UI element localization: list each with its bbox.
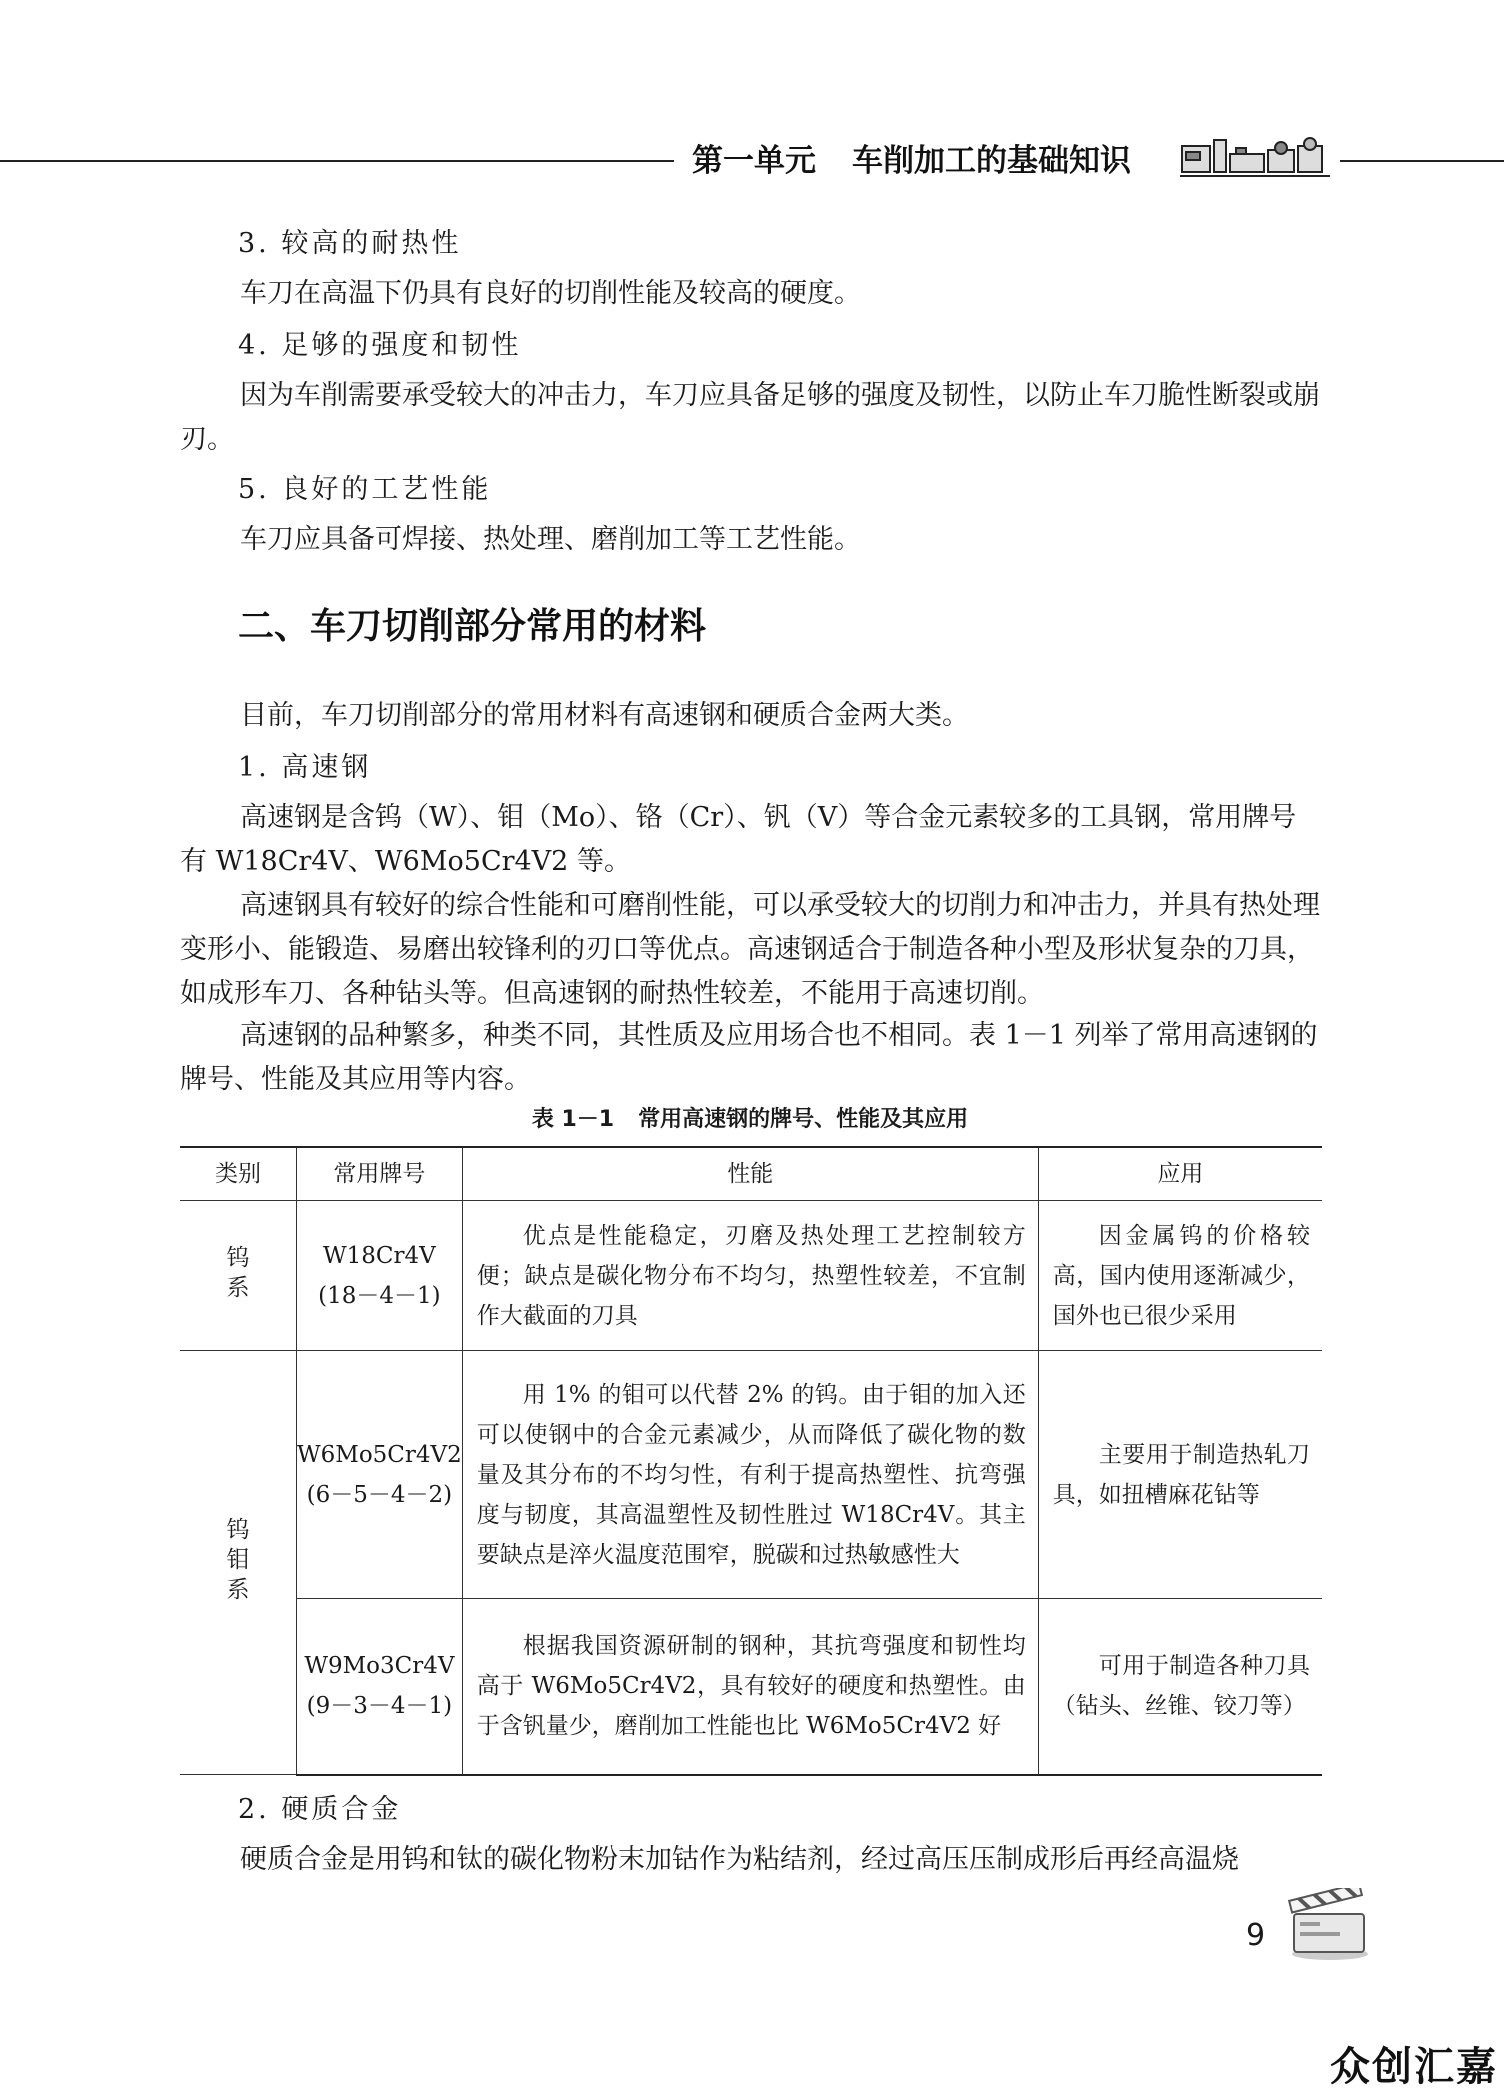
paragraph: 高速钢具有较好的综合性能和可磨削性能，可以承受较大的切削力和冲击力，并具有热处理变形小、能锻造、易磨出较锋利的刃口等优点。高速钢适合于制造各种小型及形状复杂的刀具，如成形车刀、各种钻头等。但高速钢的耐热性较差，不能用于高速切削。 <box>180 890 1320 1009</box>
paragraph: 目前，车刀切削部分的常用材料有高速钢和硬质合金两大类。 <box>240 700 969 731</box>
table-header-row <box>180 1147 1322 1201</box>
table-row <box>180 1599 1322 1775</box>
category-cell <box>180 1351 297 1775</box>
grade-code: (18－4－1) <box>318 1282 441 1309</box>
running-header <box>692 136 1131 186</box>
subheading-process-performance: 5. 良好的工艺性能 <box>238 474 492 505</box>
performance-cell: 用 1% 的钼可以代替 2% 的钨。由于钼的加入还可以使钢中的合金元素减少，从而降低了碳化物的数量及其分布的不均匀性，有利于提高热塑性、抗弯强度与韧度，其高温塑性及韧性胜过 W18Cr4V。其主要缺点是淬火温度范围窄，脱碳和过热敏感性大 <box>462 1351 1038 1599</box>
application-cell: 可用于制造各种刀具（钻头、丝锥、铰刀等） <box>1038 1599 1322 1775</box>
grade-name: W9Mo3Cr4V <box>304 1653 455 1680</box>
paragraph: 车刀在高温下仍具有良好的切削性能及较高的硬度。 <box>240 278 861 309</box>
table-caption-text: 常用高速钢的牌号、性能及其应用 <box>638 1107 969 1132</box>
category-label: 钨钼系 <box>226 1517 250 1603</box>
grade-cell <box>297 1599 463 1775</box>
subheading-high-speed-steel: 1. 高速钢 <box>238 752 372 783</box>
grade-name: W6Mo5Cr4V2 <box>297 1441 462 1468</box>
grade-code: (6－5－4－2) <box>306 1481 453 1508</box>
clapperboard-icon <box>1286 1888 1370 1962</box>
grade-name: W18Cr4V <box>323 1242 436 1269</box>
column-header: 类别 <box>180 1147 297 1201</box>
section-heading: 二、车刀切削部分常用的材料 <box>238 606 707 647</box>
subheading-heat-resistance: 3. 较高的耐热性 <box>238 228 462 259</box>
table-number: 表 1－1 <box>531 1107 615 1132</box>
category-cell <box>180 1201 297 1351</box>
header-unit: 第一单元 <box>692 143 816 179</box>
application-cell: 因金属钨的价格较高，国内使用逐渐减少，国外也已很少采用 <box>1038 1201 1322 1351</box>
machine-tools-icon <box>1180 136 1340 180</box>
grade-code: (9－3－4－1) <box>306 1693 453 1720</box>
paragraph: 高速钢是含钨（W）、钼（Mo）、铬（Cr）、钒（V）等合金元素较多的工具钢，常用牌号有 W18Cr4V、W6Mo5Cr4V2 等。 <box>180 802 1297 877</box>
column-header: 性能 <box>462 1147 1038 1201</box>
paragraph: 高速钢的品种繁多，种类不同，其性质及应用场合也不相同。表 1－1 列举了常用高速钢的牌号、性能及其应用等内容。 <box>180 1020 1318 1095</box>
table-row <box>180 1201 1322 1351</box>
grade-cell <box>297 1351 463 1599</box>
paragraph: 硬质合金是用钨和钛的碳化物粉末加钴作为粘结剂，经过高压压制成形后再经高温烧 <box>240 1844 1239 1875</box>
subheading-strength-toughness: 4. 足够的强度和韧性 <box>238 330 522 361</box>
table-caption <box>180 1104 1320 1136</box>
category-label: 钨系 <box>226 1245 250 1301</box>
performance-cell: 根据我国资源研制的钢种，其抗弯强度和韧性均高于 W6Mo5Cr4V2，具有较好的硬度和热塑性。由于含钒量少，磨削加工性能也比 W6Mo5Cr4V2 好 <box>462 1599 1038 1775</box>
watermark: 众创汇嘉 <box>1330 2044 1498 2090</box>
application-cell: 主要用于制造热轧刀具，如扭槽麻花钻等 <box>1038 1351 1322 1599</box>
hss-grades-table <box>180 1146 1322 1776</box>
page-number: 9 <box>1246 1918 1266 1953</box>
subheading-cemented-carbide: 2. 硬质合金 <box>238 1794 402 1825</box>
performance-cell: 优点是性能稳定，刃磨及热处理工艺控制较方便；缺点是碳化物分布不均匀，热塑性较差，不宜制作大截面的刀具 <box>462 1201 1038 1351</box>
header-rule-left <box>0 160 674 162</box>
header-chapter-title: 车削加工的基础知识 <box>852 143 1131 179</box>
column-header: 常用牌号 <box>297 1147 463 1201</box>
column-header: 应用 <box>1038 1147 1322 1201</box>
paragraph: 因为车削需要承受较大的冲击力，车刀应具备足够的强度及韧性，以防止车刀脆性断裂或崩刃。 <box>180 380 1320 455</box>
paragraph: 车刀应具备可焊接、热处理、磨削加工等工艺性能。 <box>240 524 861 555</box>
table-row <box>180 1351 1322 1599</box>
grade-cell <box>297 1201 463 1351</box>
header-rule-right <box>1340 160 1504 162</box>
